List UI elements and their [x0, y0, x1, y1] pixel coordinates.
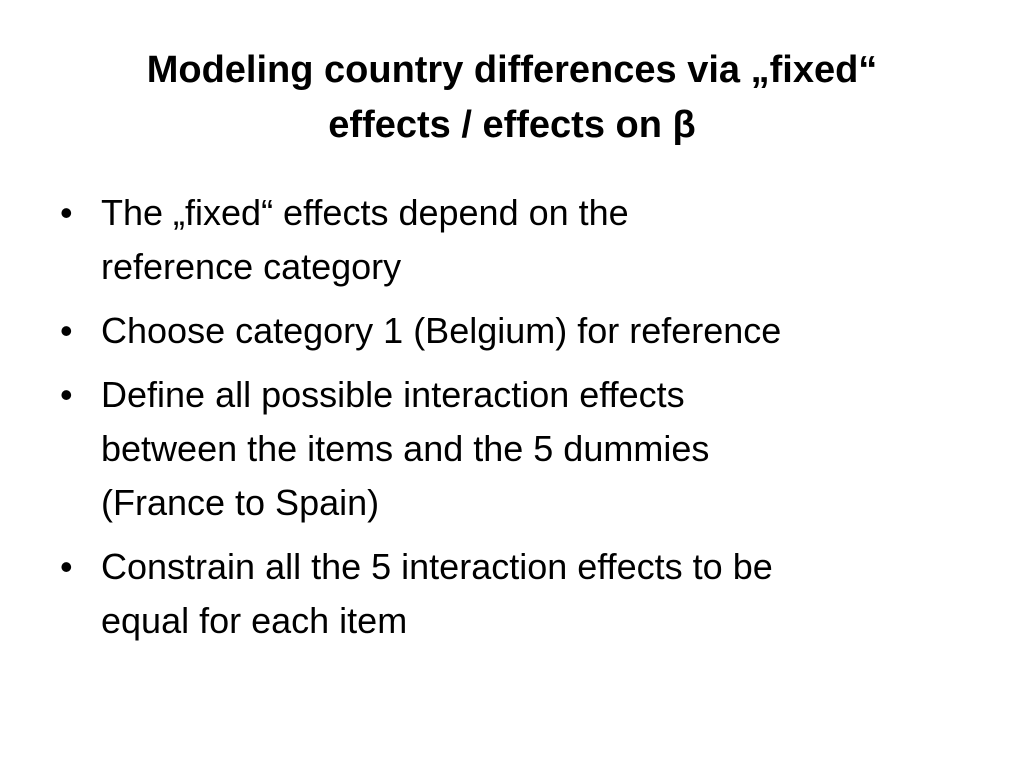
bullet-line: (France to Spain) — [101, 482, 380, 523]
slide-title-line: effects / effects on β — [328, 104, 696, 146]
bullet-line: between the items and the 5 dummies — [101, 428, 710, 469]
bullet-line: Define all possible interaction effects — [101, 374, 685, 415]
bullet-marker: • — [60, 546, 73, 587]
bullet-text — [101, 368, 986, 530]
slide-title — [40, 43, 984, 153]
bullet-item — [56, 304, 986, 358]
bullet-list — [56, 186, 986, 658]
bullet-text — [101, 540, 986, 648]
bullet-text — [101, 304, 986, 358]
slide-title-line: Modeling country differences via „fixed“ — [146, 49, 878, 91]
bullet-line: reference category — [101, 246, 402, 287]
bullet-marker: • — [60, 374, 73, 415]
bullet-line: Choose category 1 (Belgium) for reference — [101, 310, 782, 351]
bullet-line: The „fixed“ effects depend on the — [101, 192, 629, 233]
bullet-item — [56, 186, 986, 294]
bullet-marker: • — [60, 310, 73, 351]
bullet-marker: • — [60, 192, 73, 233]
bullet-line: Constrain all the 5 interaction effects to be — [101, 546, 773, 587]
bullet-item — [56, 368, 986, 530]
bullet-text — [101, 186, 986, 294]
bullet-line: equal for each item — [101, 600, 408, 641]
bullet-item — [56, 540, 986, 648]
